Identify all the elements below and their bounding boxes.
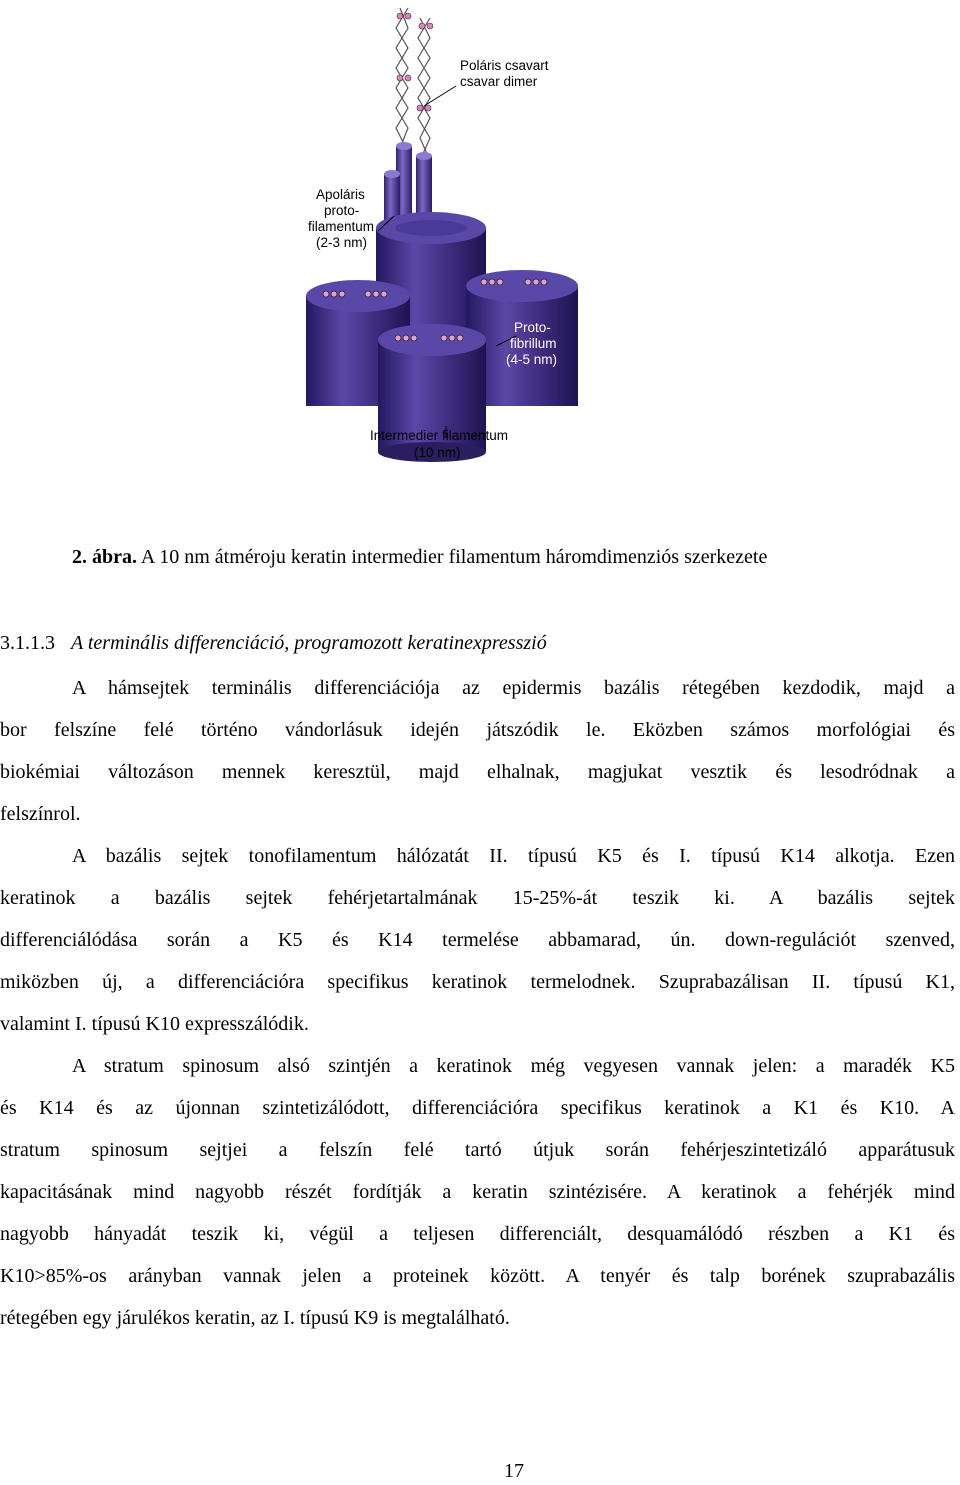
text-line: nagyobb hányadát teszik ki, végül a teljesen differenciált, desquamálódó részben a K1 és (0, 1223, 955, 1245)
page-number: 17 (504, 1460, 524, 1482)
text-line: miközben új, a differenciációra specifikus keratinok termelodnek. Szuprabazálisan II. típusú K1, (0, 971, 955, 993)
section-title: A terminális differenciáció, programozott keratinexpresszió (71, 632, 547, 654)
text-line: bor felszíne felé történo vándorlásuk idején játszódik le. Eközben számos morfológiai és (0, 719, 955, 741)
polar-dimer-label: Poláris csavart csavar dimer (460, 58, 549, 89)
text-line: biokémiai változáson mennek keresztül, majd elhalnak, magjukat vesztik és lesodródnak a (0, 761, 955, 783)
figure-number: 2. ábra. (72, 546, 137, 568)
figure-caption (72, 546, 767, 569)
paragraph-1 (0, 674, 955, 842)
text-line: A bazális sejtek tonofilamentum hálózatát II. típusú K5 és I. típusú K14 alkotja. Ezen (72, 845, 955, 867)
text-line: K10>85%-os arányban vannak jelen a proteinek között. A tenyér és talp borének szuprabazális (0, 1265, 955, 1287)
figure-caption-text: A 10 nm átméroju keratin intermedier filamentum háromdimenziós szerkezete (140, 546, 768, 568)
apolar-protofilament-label: Apoláris proto- filamentum (2-3 nm) (308, 187, 375, 250)
paragraph-3 (0, 1052, 955, 1346)
text-line: valamint I. típusú K10 expresszálódik. (0, 1013, 309, 1035)
text-line: kapacitásának mind nagyobb részét fordítják a keratin szintézisére. A keratinok a fehérjék mind (0, 1181, 955, 1203)
text-line: keratinok a bazális sejtek fehérjetartalmának 15-25%-át teszik ki. A bazális sejtek (0, 887, 955, 909)
polar-dimer-strands (396, 8, 430, 156)
text-line: A stratum spinosum alsó szintjén a keratinok még vegyesen vannak jelen: a maradék K5 (72, 1055, 955, 1077)
section-number: 3.1.1.3 (0, 632, 55, 654)
text-line: felszínrol. (0, 803, 81, 825)
keratin-filament-figure (296, 6, 596, 468)
text-line: és K14 és az újonnan szintetizálódott, differenciációra specifikus keratinok a K1 és K10. A (0, 1097, 955, 1119)
paragraph-2 (0, 842, 955, 1052)
section-heading (0, 632, 547, 655)
text-line: differenciálódása során a K5 és K14 termelése abbamarad, ún. down-regulációt szenved, (0, 929, 955, 951)
text-line: stratum spinosum sejtjei a felszín felé tartó útjuk során fehérjeszintetizáló apparátusuk (0, 1139, 955, 1161)
text-line: rétegében egy járulékos keratin, az I. típusú K9 is megtalálható. (0, 1307, 510, 1329)
protofibril-label: Proto- fibrillum (4-5 nm) (506, 320, 558, 367)
intermediate-filament-label: Intermedier filamentum (10 nm) (370, 428, 509, 460)
text-line: A hámsejtek terminális differenciációja az epidermis bazális rétegében kezdodik, majd a (72, 677, 955, 699)
filament-diagram (296, 6, 596, 468)
